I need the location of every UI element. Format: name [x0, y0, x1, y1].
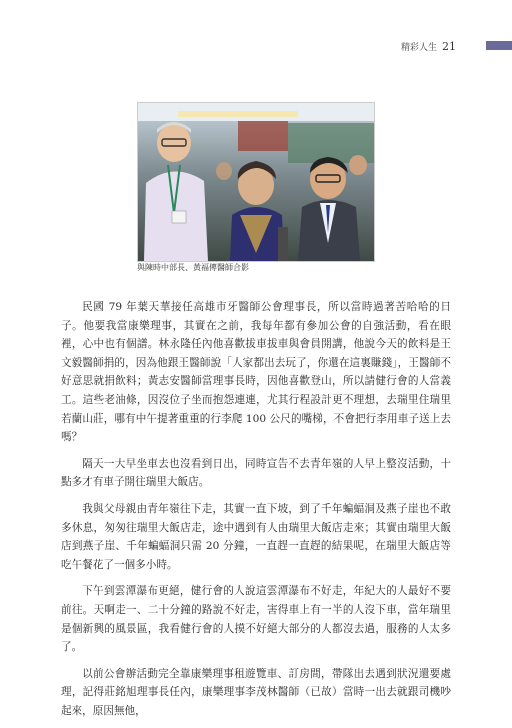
- group-photo: [137, 102, 375, 262]
- photo-caption: 與陳時中部長、黃福傳醫師合影: [137, 263, 249, 272]
- paragraph: 下午到雲潭瀑布更絕，健行會的人說這雲潭瀑布不好走，年紀大的人最好不要前往。天啊走一、二十分鐘的路說不好走，害得車上有一半的人沒下車，當年瑞里是個新興的風景區，我看健行會的人摸不好絕大部分的人都沒去過，服務的人太多了。: [61, 585, 451, 654]
- page-number: 21: [442, 40, 456, 53]
- section-title: 精彩人生: [400, 43, 437, 53]
- running-header: [401, 40, 456, 53]
- paragraph: 民國 79 年葉天華接任高雄市牙醫師公會理事長，所以當時過著苦哈哈的日子。他要我當康樂理事，其實在之前，我每年都有參加公會的自強活動，看在眼裡，心中也有個譜。林永隆任內他喜歡拔車拔車與會員開講，他說今天的飲料是王文毅醫師捐的，因為他跟王醫師說「人家都出去玩了，你還在這裏賺錢」，王醫師不好意思就捐飲料；黃志安醫師當理事長時，因他喜歡登山，所以請健行會的人當義工。這些老油條，因沒位子坐而抱怨連連，尤其行程設計更不理想，去瑞里住瑞里若蘭山莊，哪有中午提著重重的行李爬 100 公尺的嘴梯，不會把行李用車子送上去嗎？: [61, 301, 451, 444]
- article-body: [61, 298, 451, 728]
- page-header: [0, 40, 512, 54]
- paragraph: 隔天一大早坐車去也沒看到日出，同時宣告不去青年嶺的人早上整沒活動，十點多才有車子開往瑞里大飯店。: [61, 457, 451, 489]
- paragraph: 以前公會辦活動完全靠康樂理事租遊覽車、訂房間，帶隊出去遇到狀況還要處理，記得莊銘旭理事長任內，康樂理事李茂林醫師（已故）當時一出去就跟司機吵起來，原因無他，: [61, 667, 451, 717]
- chapter-tab-marker: [486, 41, 512, 50]
- paragraph: 我與父母親由青年嶺往下走，其實一直下坡，到了千年蝙蝠洞及燕子崖也不敢多休息，匆匆往瑞里大飯店走，途中遇到有人由瑞里大飯店走來；其實由瑞里大飯店到燕子崖、千年蝙蝠洞只需 20 分鐘，一直趕一直趕的結果呢，在瑞里大飯店等吃午餐花了一個多小時。: [61, 502, 451, 571]
